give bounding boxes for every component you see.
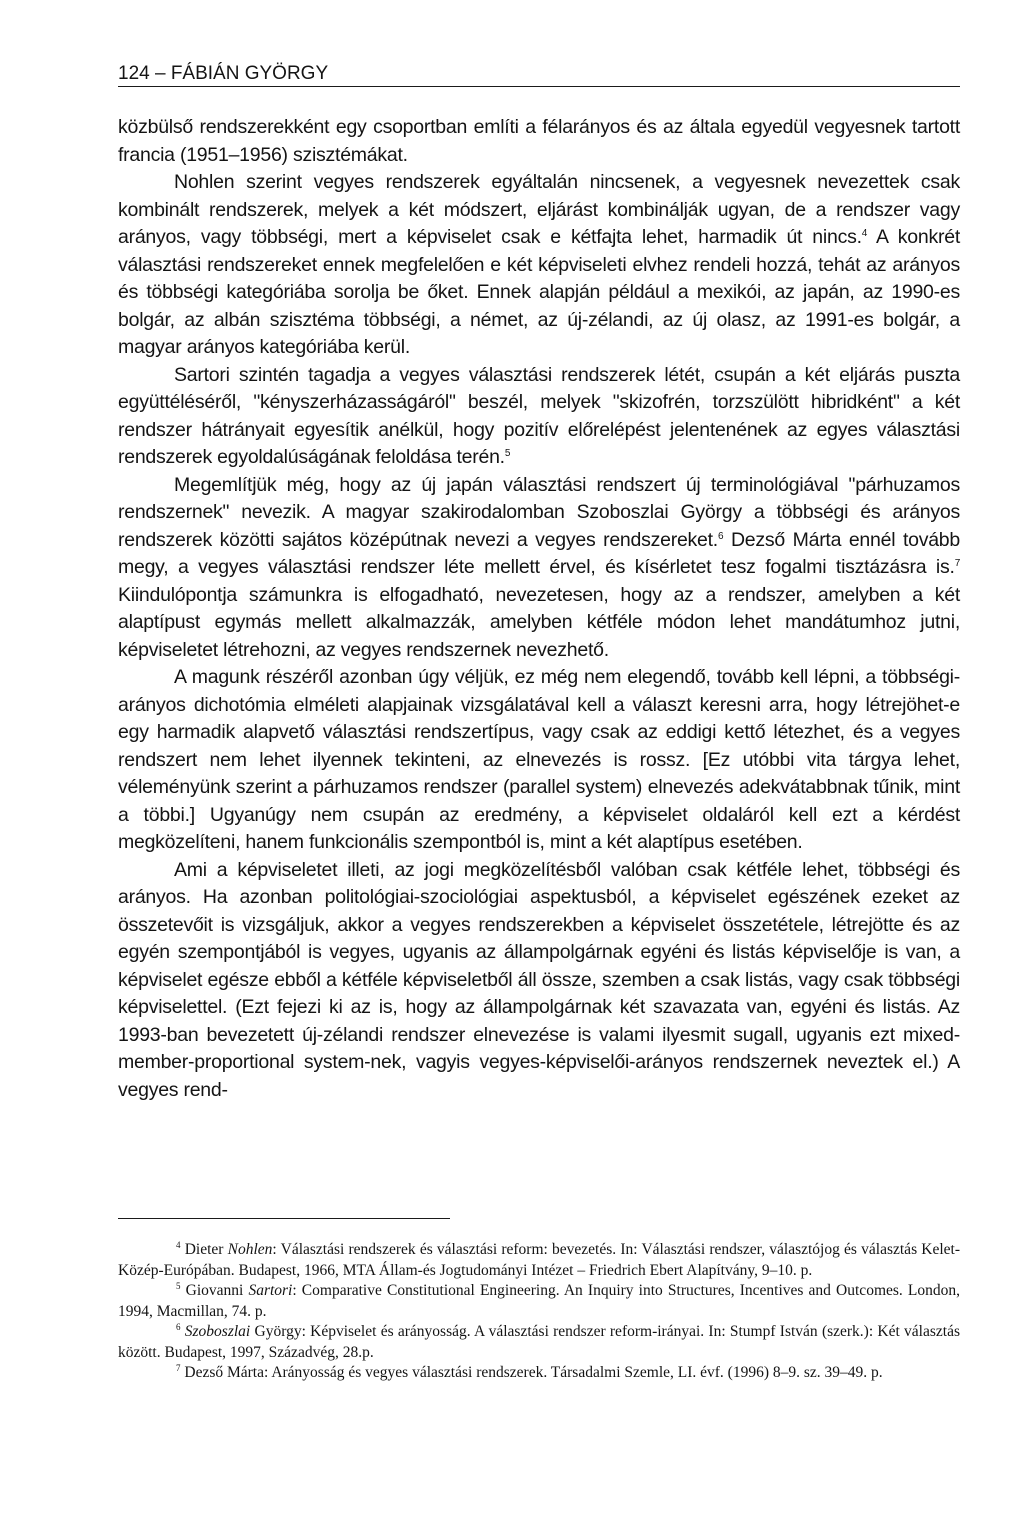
main-text — [118, 114, 960, 1104]
footnote-text: : Választási rendszerek és választási reform: bevezetés. In: Választási rendszer, választójog és választás Kelet-Közép-Európában. Budapest, 1966, MTA Állam-és Jogtudományi Intézet – Friedrich Ebert Alapítvány, 9–10. p. — [118, 1241, 961, 1279]
footnote-number: 7 — [176, 1363, 181, 1373]
footnote-5 — [118, 1281, 960, 1322]
paragraph-3-text: Sartori szintén tagadja a vegyes választási rendszerek létét, csupán a két eljárás puszta együttéléséről, "kényszerházasságáról" beszél, melyek "skizofrén, torzszülött hibridként" a két rendszer hátrányait egyesítik anélkül, hogy pozitív előrelépést jelentenének az egyes választási rendszerek egyoldalúságának feloldása terén. — [118, 363, 960, 468]
paragraph-5 — [118, 664, 960, 857]
footnote-text: : Comparative Constitutional Engineering. An Inquiry into Structures, Incentives and Outcomes. London, 1994, Macmillan, 74. p. — [118, 1282, 960, 1320]
paragraph-3 — [118, 362, 960, 472]
footnote-ref-7[interactable]: 7 — [954, 558, 960, 569]
footnote-6 — [118, 1322, 960, 1363]
header-rule — [118, 86, 960, 87]
footnote-text: Dezső Márta: Arányosság és vegyes választási rendszerek. Társadalmi Szemle, LI. évf. (1996) 8–9. sz. 39–49. p. — [184, 1364, 883, 1381]
footnote-number: 5 — [176, 1281, 181, 1291]
footnote-ref-4[interactable]: 4 — [861, 228, 868, 239]
paragraph-6-text: Ami a képviseletet illeti, az jogi megközelítésből valóban csak kétféle lehet, többségi és arányos. Ha azonban politológiai-szociológiai aspektusból, a képviselet egészének ezeket az összetevőit is vizsgáljuk, akkor a vegyes rendszerekben a képviselet összetétele, létrejötte és az egyén szempontjából is vegyes, ugyanis az állampolgárnak egyéni és listás képviselője is van, a képviselet egésze ebből a kétféle képviseletből áll össze, szemben a csak listás, vagy csak többségi képviselettel. (Ezt fejezi ki az is, hogy az állampolgárnak két szavazata van, egyéni és listás. Az 1993-ban bevezetett új-zélandi rendszer elnevezése is valami ilyesmit sugall, ugyanis ezt mixed-member-proportional system-nek, vagyis vegyes-képviselői-arányos rendszernek neveztek el.) A vegyes rend- — [118, 858, 960, 1101]
footnote-author: Dieter — [184, 1241, 228, 1258]
footnote-author-surname: Nohlen — [227, 1241, 273, 1258]
paragraph-2-text-b: A konkrét választási rendszereket ennek megfelelően e két képviseleti elvhez rendeli hozzá, tehát az arányos és többségi kategóriába sorolja be őket. Ennek alapján például a mexikói, az japán, az 1990-es bolgár, az albán szisztéma többségi, a német, az új-zélandi, az új olasz, az 1991-es bolgár, a magyar arányos kategóriába kerül. — [118, 226, 960, 358]
footnote-7 — [118, 1363, 960, 1384]
footnote-ref-5[interactable]: 5 — [504, 448, 511, 459]
running-header — [118, 63, 960, 85]
footnote-author: Giovanni — [185, 1282, 249, 1299]
paragraph-1-text: közbülső rendszerekként egy csoportban említi a félarányos és az általa egyedül vegyesnek tartott francia (1951–1956) szisztémákat. — [118, 116, 960, 166]
running-title: 124 – FÁBIÁN GYÖRGY — [118, 63, 329, 84]
footnote-number: 4 — [176, 1240, 181, 1250]
paragraph-2-text-a: Nohlen szerint vegyes rendszerek egyáltalán nincsenek, a vegyesnek nevezettek csak kombinált rendszerek, melyek a két módszert, eljárást kombinálják ugyan, de a rendszer vagy arányos, vagy többségi, mert a képviselet csak e kétfajta lehet, harmadik út nincs. — [118, 171, 960, 248]
footnote-author-surname: Szoboszlai — [184, 1323, 251, 1340]
paragraph-4-text-b: Dezső Márta ennél tovább megy, a vegyes választási rendszer léte mellett érvel, és kísérletet tesz fogalmi tisztázásra is. — [118, 528, 960, 578]
paragraph-4-text-a: Megemlítjük még, hogy az új japán választási rendszert új terminológiával "párhuzamos rendszernek" nevezik. A magyar szakirodalomban Szoboszlai György a többségi és arányos rendszerek közötti sajátos középútnak nevezi a vegyes rendszereket. — [118, 473, 960, 551]
footnote-4 — [118, 1240, 960, 1281]
footnote-separator — [118, 1218, 450, 1219]
footnote-text: György: Képviselet és arányosság. A választási rendszer reform-irányai. In: Stumpf István (szerk.): Két választás között. Budapest, 1997, Századvég, 28.p. — [118, 1323, 961, 1361]
paragraph-2 — [118, 169, 960, 362]
paragraph-1 — [118, 114, 960, 169]
footnote-number: 6 — [176, 1322, 181, 1332]
footnote-author-surname: Sartori — [248, 1282, 293, 1299]
footnotes — [118, 1240, 960, 1384]
footnote-ref-6[interactable]: 6 — [717, 530, 724, 542]
paragraph-5-text: A magunk részéről azonban úgy véljük, ez még nem elegendő, tovább kell lépni, a többségi-arányos dichotómia elméleti alapjainak vizsgálatával kell a választ keresni arra, hogy létrejöhet-e egy harmadik alapvető választási rendszertípus, vagy csak az eddigi kettő létezhet, és a vegyes rendszert nem lehet ilyennek tekinteni, az elnevezés is rossz. [Ez utóbbi vita tárgya lehet, véleményünk szerint a párhuzamos rendszer (parallel system) elnevezés adekvátabbnak tűnik, mint a többi.] Ugyanúgy nem csupán az eredmény, a képviselet oldaláról kell ezt a kérdést megközelíteni, hanem funkcionális szempontból is, mint a két alaptípus esetében. — [118, 666, 960, 853]
paragraph-6 — [118, 857, 960, 1105]
paragraph-4 — [118, 472, 960, 665]
paragraph-4-text-c: Kiindulópontja számunkra is elfogadható, nevezetesen, hogy az a rendszer, amelyben a két alaptípust egymás mellett alkalmazzák, amelyben kétféle módon lehet mandátumhoz jutni, képviseletet létrehozni, az vegyes rendszernek nevezhető. — [118, 583, 960, 661]
